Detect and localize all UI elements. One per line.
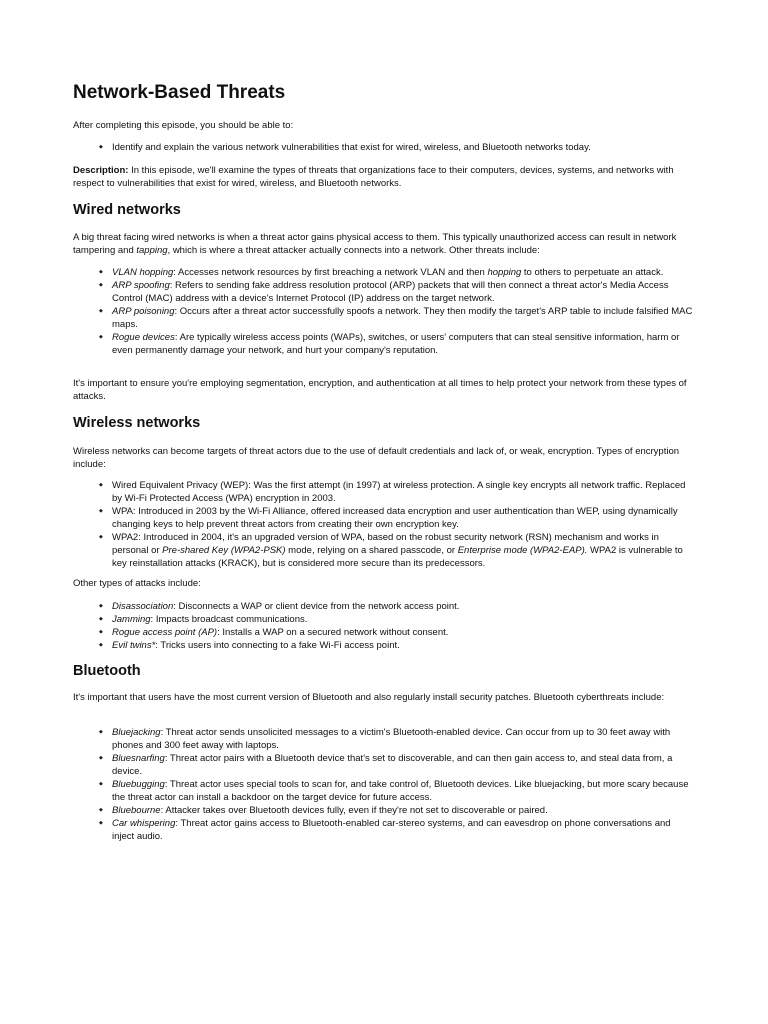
list-item-text: : Threat actor uses special tools to scan for, and take control of, Bluetooth devices. Like bluejacking, but more scary because the threat actor can install a backdoor on the target device for future access. [112,779,689,803]
list-item-text: : Attacker takes over Bluetooth devices fully, even if they're not set to discoverable or paired. [160,805,548,816]
list-item-term: Jamming [112,614,151,625]
list-item-text: : Threat actor gains access to Bluetooth-enabled car-stereo systems, and can eavesdrop on phone conversations and inject audio. [112,818,671,842]
list-item-term: Evil twins* [112,640,156,651]
list-item [73,626,695,639]
list-item [73,600,695,613]
list-item [73,279,695,305]
list-item-term: ARP poisoning [112,306,175,317]
list-item-term: Bluesnarfing [112,753,165,764]
list-item-text: : Accesses network resources by first breaching a network VLAN and then [173,267,488,278]
list-item-text: : Occurs after a threat actor successfully spoofs a network. They then modify the target's ARP table to include falsified MAC maps. [112,306,693,330]
wireless-attacks-list [73,600,695,652]
list-item-text: : Are typically wireless access points (WAPs), switches, or users' computers that can steal sensitive information, harm or even permanently damage your network, and hurt your company's reputation. [112,332,680,356]
list-item-term: Enterprise mode (WPA2-EAP). [457,545,588,556]
list-item [73,752,695,778]
list-item [73,331,695,357]
list-item-text: : Threat actor pairs with a Bluetooth device that's set to discoverable, and can then gain access to, and steal data from, a device. [112,753,673,777]
list-item-term: Bluebugging [112,779,165,790]
list-item-term: Pre-shared Key (WPA2-PSK) [162,545,286,556]
wired-intro-text-a: A big threat facing wired networks is when a threat actor gains physical access to them. This typically unauthorized access can result in network tampering and [73,232,677,256]
section-heading-bluetooth: Bluetooth [73,663,141,679]
wired-threats-list [73,266,695,357]
list-item-text: : Disconnects a WAP or client device from the network access point. [173,601,460,612]
list-item-text: mode, relying on a shared passcode, or [285,545,458,556]
list-item-term: Rogue devices [112,332,175,343]
list-item-term: Rogue access point (AP) [112,627,218,638]
list-item [73,817,695,843]
list-item-term: Bluejacking [112,727,161,738]
list-item [73,778,695,804]
list-item-text: : Tricks users into connecting to a fake Wi-Fi access point. [155,640,400,651]
list-item: ◆ Identify and explain the various network vulnerabilities that exist for wired, wireless, and Bluetooth networks today. [73,141,695,154]
list-item-term: hopping [487,267,522,278]
encryption-list [73,479,695,570]
list-item-term: Car whispering [112,818,176,829]
list-item-text: : Refers to sending fake address resolution protocol (ARP) packets that will then connect a threat actor's Media Access Control (MAC) address with a device's Internet Protocol (IP) address on the target network. [112,280,669,304]
list-item [73,804,695,817]
list-item [73,639,695,652]
section-heading-wired: Wired networks [73,202,181,218]
list-item [73,613,695,626]
intro-text: After completing this episode, you should be able to: [73,120,294,131]
list-item-text: WPA2 is vulnerable to key reinstallation attacks (KRACK), but is considered more secure than its predecessors. [112,545,683,569]
list-item: ◆ WPA: Introduced in 2003 by the Wi-Fi Alliance, offered increased data encryption and user authentication than WEP, using dynamically changing keys to help prevent threat actors from creating their own encryption key. [73,505,695,531]
list-item-term: ARP spoofing [112,280,170,291]
wireless-intro-paragraph: Wireless networks can become targets of threat actors due to the use of default credentials and lack of, or weak, encryption. Types of encryption include: [73,446,680,470]
list-item: ◆ Wired Equivalent Privacy (WEP): Was the first attempt (in 1997) at wireless protection. A single key encrypts all network traffic. Replaced by Wi-Fi Protected Access (WPA) encryption in 2003. [73,479,695,505]
list-item-term: Disassociation [112,601,174,612]
page-title: Network-Based Threats [73,82,286,103]
list-item [73,266,695,279]
list-item-text: : Threat actor sends unsolicited messages to a victim's Bluetooth-enabled device. Can occur from up to 30 feet away with phones and 300 feet away with laptops. [112,727,671,751]
wired-intro-text-b: , which is where a threat attacker actually connects into a network. Other threats include: [167,245,540,256]
list-item-text: : Impacts broadcast communications. [150,614,308,625]
list-item [73,726,695,752]
list-item-text: : Installs a WAP on a secured network without consent. [217,627,449,638]
description-label: Description: [73,165,129,176]
wired-intro-term: tapping [136,245,168,256]
list-item-term: Bluebourne [112,805,161,816]
bluetooth-intro-paragraph: It's important that users have the most current version of Bluetooth and also regularly install security patches. Bluetooth cyberthreats include: [73,692,665,703]
bluetooth-threats-list [73,726,695,843]
document-page [73,80,695,842]
section-heading-wireless: Wireless networks [73,415,201,431]
description-text: In this episode, we'll examine the types of threats that organizations face to their computers, devices, systems, and networks with respect to vulnerabilities that exist for wired, wireless, and Bluetooth networks. [73,165,674,189]
objectives-list [73,141,695,154]
description-paragraph [73,164,695,190]
wired-intro-paragraph [73,231,695,257]
list-item [73,531,695,570]
list-item-text: WPA2: Introduced in 2004, it's an upgraded version of WPA, based on the robust security network (RSN) mechanism and works in personal or [112,532,659,556]
list-item-text: to others to perpetuate an attack. [521,267,664,278]
other-attacks-label: Other types of attacks include: [73,578,201,589]
wired-closing-paragraph: It's important to ensure you're employing segmentation, encryption, and authentication at all times to help protect your network from these types of attacks. [73,378,687,402]
list-item [73,305,695,331]
list-item-term: VLAN hopping [112,267,174,278]
